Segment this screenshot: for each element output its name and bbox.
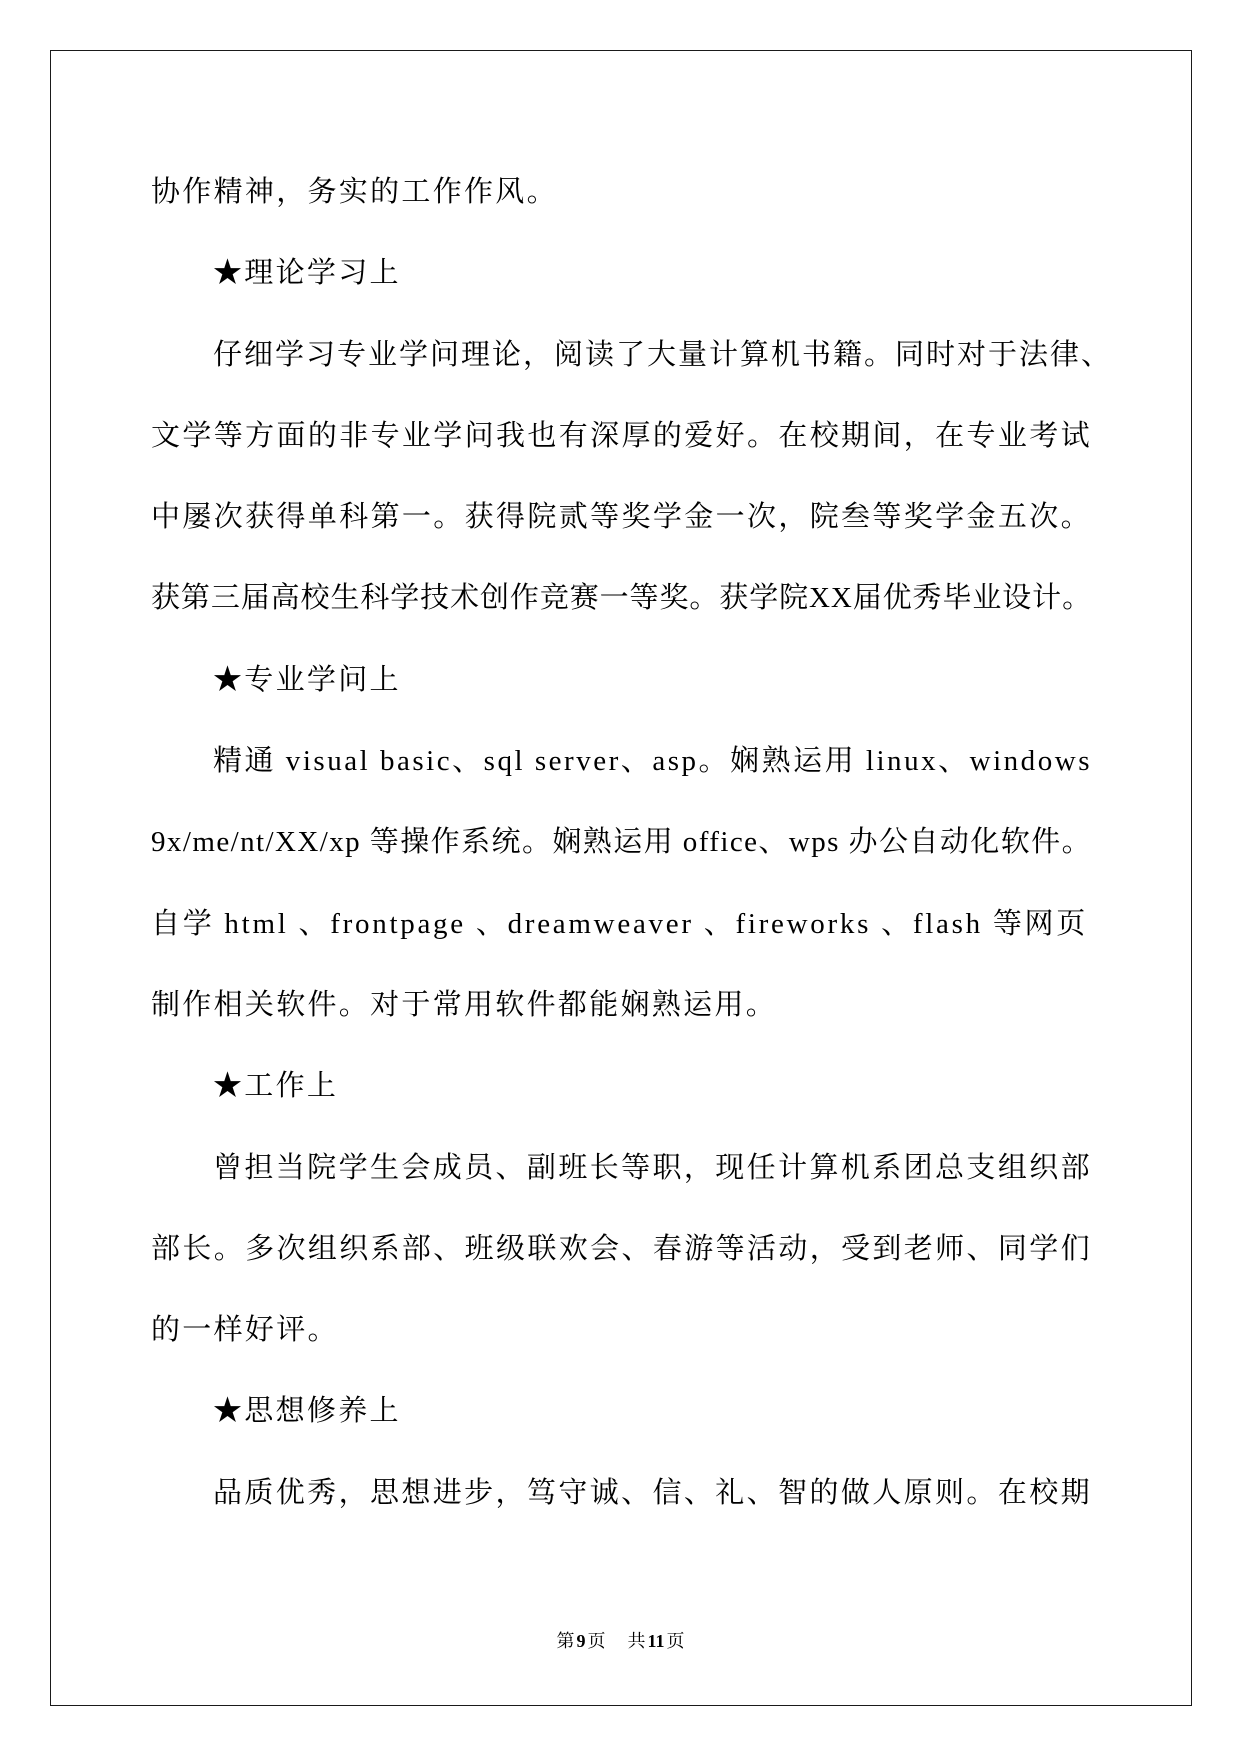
body-text-line: 部长。多次组织系部、班级联欢会、春游等活动，受到老师、同学们: [151, 1232, 1092, 1265]
body-text-line: 精通 visual basic、sql server、asp。娴熟运用 linux、windows: [213, 745, 1092, 778]
body-text-line: 品质优秀，思想进步，笃守诚、信、礼、智的做人原则。在校期: [213, 1476, 1092, 1509]
section-heading: ★理论学习上: [213, 257, 401, 290]
body-text-line: 制作相关软件。对于常用软件都能娴熟运用。: [151, 988, 778, 1021]
body-text-line: 的一样好评。: [151, 1314, 339, 1347]
body-text-line: 曾担当院学生会成员、副班长等职，现任计算机系团总支组织部: [213, 1151, 1092, 1184]
body-text-line: 9x/me/nt/XX/xp 等操作系统。娴熟运用 office、wps 办公自动化软件。: [151, 826, 1092, 859]
section-heading: ★专业学问上: [213, 663, 401, 696]
body-text-line: 自学 html 、frontpage 、dreamweaver 、fireworks 、flash 等网页: [151, 907, 1088, 940]
page-number-suffix: 页: [587, 1631, 606, 1651]
total-pages-prefix: 共: [627, 1631, 646, 1651]
page-number-prefix: 第: [556, 1631, 575, 1651]
document-body: [151, 152, 1151, 1534]
total-pages-suffix: 页: [666, 1631, 685, 1651]
body-text-line: 文学等方面的非专业学问我也有深厚的爱好。在校期间，在专业考试: [151, 419, 1092, 452]
body-text-line: 协作精神，务实的工作作风。: [151, 176, 558, 208]
section-heading: ★思想修养上: [213, 1395, 401, 1428]
section-heading: ★工作上: [213, 1070, 339, 1103]
body-text-line: 仔细学习专业学问理论，阅读了大量计算机书籍。同时对于法律、: [213, 338, 1112, 371]
body-text-line: 获第三届高校生科学技术创作竞赛一等奖。获学院XX届优秀毕业设计。: [151, 582, 1092, 615]
page-footer: [0, 1627, 1241, 1655]
body-text-line: 中屡次获得单科第一。获得院贰等奖学金一次，院叁等奖学金五次。: [151, 501, 1092, 534]
total-pages: 11: [647, 1631, 665, 1651]
page-number: 9: [576, 1631, 586, 1651]
